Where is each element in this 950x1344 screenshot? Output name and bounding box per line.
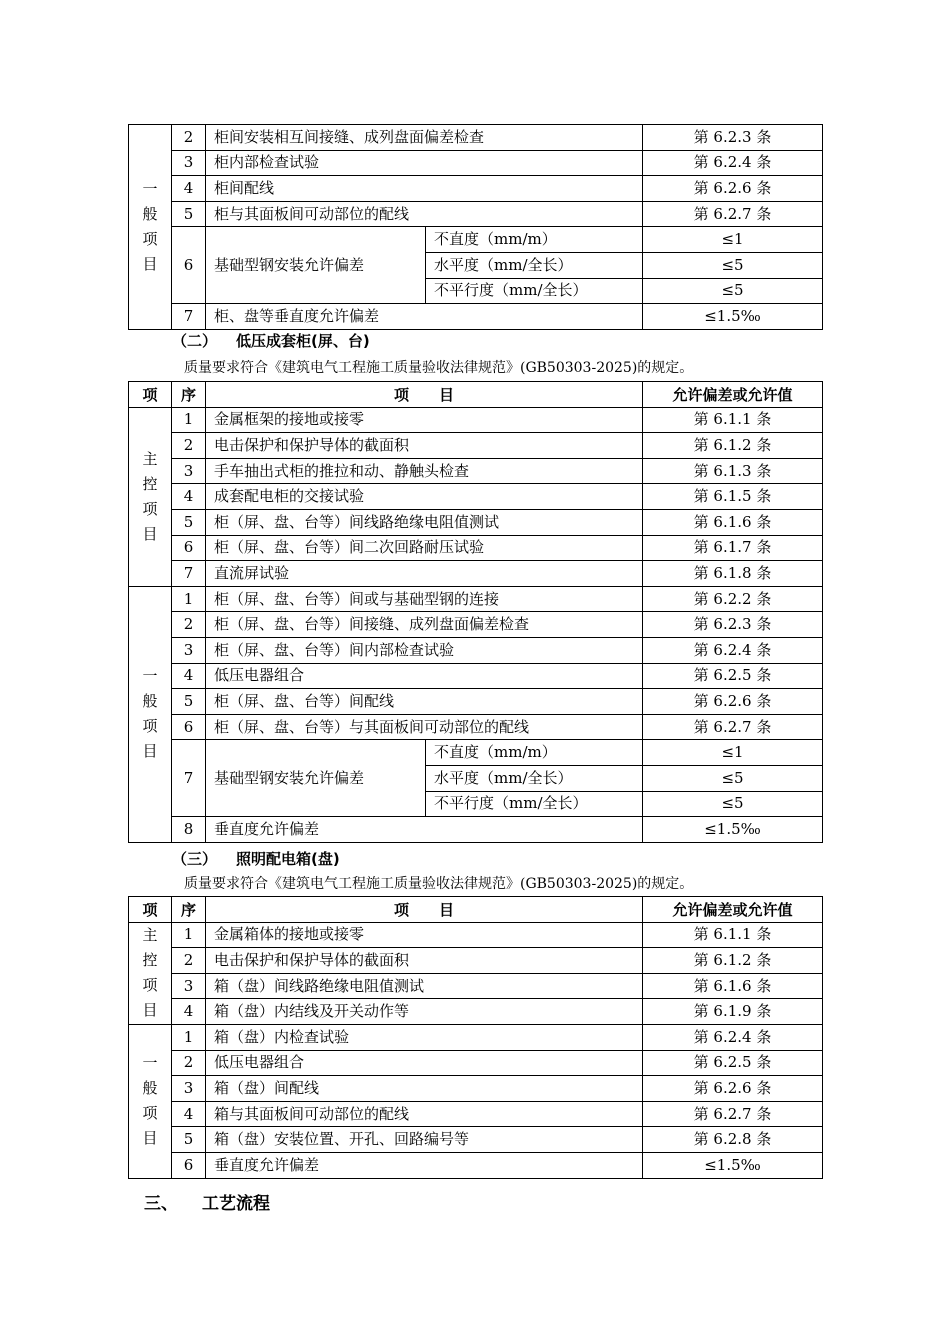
table-cell: 柜、盘等垂直度允许偏差: [206, 304, 643, 330]
table-cell: 7: [172, 740, 206, 817]
table-cell: 第 6.2.3 条: [643, 125, 823, 151]
table-cell: 柜（屏、盘、台等）间或与基础型钢的连接: [206, 586, 643, 612]
table-cell: 1: [172, 1024, 206, 1050]
table-row: [129, 125, 823, 151]
table-cell: 第 6.1.9 条: [643, 999, 823, 1025]
table-cell: 4: [172, 484, 206, 510]
table-row: [129, 1076, 823, 1102]
table-cell: 3: [172, 150, 206, 176]
group-label-char: 般: [142, 204, 158, 223]
table-row: [129, 948, 823, 974]
table-cell: 第 6.2.6 条: [643, 689, 823, 715]
table-cell: 3: [172, 637, 206, 663]
table-cell: 不平行度（mm/全长）: [426, 278, 643, 304]
table-cell: 箱与其面板间可动部位的配线: [206, 1101, 643, 1127]
table-row: [129, 637, 823, 663]
section-note: 质量要求符合《建筑电气工程施工质量验收法律规范》(GB50303-2025)的规定。: [184, 876, 694, 892]
table-cell: 第 6.1.3 条: [643, 458, 823, 484]
group-label-char: 控: [142, 951, 158, 970]
table-cell: 第 6.1.1 条: [643, 407, 823, 433]
chapter-number: 三、: [144, 1194, 178, 1214]
group-label-char: 般: [142, 1079, 158, 1098]
table-row: [129, 484, 823, 510]
table-row: [129, 304, 823, 330]
table-cell: 垂直度允许偏差: [206, 817, 643, 843]
table-lighting-distribution-box: [128, 896, 823, 1179]
table-row: [129, 1101, 823, 1127]
table-cell: 不直度（mm/m）: [426, 227, 643, 253]
table-row: [129, 586, 823, 612]
table-row: [129, 973, 823, 999]
table-cell: 4: [172, 663, 206, 689]
table-cell: 第 6.1.7 条: [643, 535, 823, 561]
table-cell: ≤1.5‰: [643, 304, 823, 330]
table-cell: 柜（屏、盘、台等）间线路绝缘电阻值测试: [206, 509, 643, 535]
table-row: [129, 1152, 823, 1178]
table-cell: ≤5: [643, 278, 823, 304]
table-row: [129, 433, 823, 459]
table-cell: 柜内部检查试验: [206, 150, 643, 176]
group-label-char: 项: [142, 1104, 158, 1123]
table-cell: 6: [172, 1152, 206, 1178]
table-row: [129, 201, 823, 227]
group-label-char: 目: [142, 524, 158, 543]
table-low-voltage-cabinet: [128, 381, 823, 843]
table-cell: 第 6.1.6 条: [643, 973, 823, 999]
table-cell: 箱（盘）内检查试验: [206, 1024, 643, 1050]
table-cell: 3: [172, 973, 206, 999]
table-row: [129, 458, 823, 484]
table-cell: 手车抽出式柜的推拉和动、静触头检查: [206, 458, 643, 484]
table-cell: 第 6.2.7 条: [643, 201, 823, 227]
table-cell: 柜（屏、盘、台等）间二次回路耐压试验: [206, 535, 643, 561]
table-row: [129, 922, 823, 948]
table-header-row: [129, 897, 823, 923]
table-row: [129, 150, 823, 176]
table-cell: 金属箱体的接地或接零: [206, 922, 643, 948]
table-cell: 2: [172, 612, 206, 638]
table-row: [129, 612, 823, 638]
table-cell: 金属框架的接地或接零: [206, 407, 643, 433]
section-title: 低压成套柜(屏、台): [236, 332, 370, 350]
table-cabinet-continuation: [128, 124, 823, 330]
table-cell: 8: [172, 817, 206, 843]
section-note: 质量要求符合《建筑电气工程施工质量验收法律规范》(GB50303-2025)的规定。: [184, 360, 694, 376]
table-cell: 第 6.1.2 条: [643, 433, 823, 459]
table-cell: 1: [172, 922, 206, 948]
section-number: （三）: [172, 850, 218, 868]
table-row: [129, 535, 823, 561]
table-cell: 1: [172, 407, 206, 433]
table-cell: ≤1.5‰: [643, 1152, 823, 1178]
table-cell: 基础型钢安装允许偏差: [206, 740, 426, 817]
table-row: [129, 407, 823, 433]
chapter-title: 工艺流程: [202, 1194, 270, 1214]
table-cell: 柜（屏、盘、台等）与其面板间可动部位的配线: [206, 714, 643, 740]
table-cell: 第 6.2.6 条: [643, 176, 823, 202]
table-cell: 5: [172, 1127, 206, 1153]
table-cell: 不直度（mm/m）: [426, 740, 643, 766]
table-row: [129, 1050, 823, 1076]
table-cell: 垂直度允许偏差: [206, 1152, 643, 1178]
group-label-char: 主: [142, 926, 158, 945]
table-cell: 低压电器组合: [206, 663, 643, 689]
column-header: 项: [129, 382, 172, 408]
group-label-char: 目: [142, 742, 158, 761]
column-header: 序: [172, 897, 206, 923]
table-cell: 低压电器组合: [206, 1050, 643, 1076]
table-cell: 箱（盘）间配线: [206, 1076, 643, 1102]
table-cell: 第 6.2.4 条: [643, 1024, 823, 1050]
table-cell: 箱（盘）内结线及开关动作等: [206, 999, 643, 1025]
table-cell: 6: [172, 227, 206, 304]
table-cell: ≤5: [643, 252, 823, 278]
table-cell: 4: [172, 999, 206, 1025]
table-cell: ≤5: [643, 791, 823, 817]
table-cell: ≤1.5‰: [643, 817, 823, 843]
table-cell: 水平度（mm/全长）: [426, 765, 643, 791]
group-label-char: 一: [142, 179, 158, 198]
table-cell: 柜与其面板间可动部位的配线: [206, 201, 643, 227]
column-header: 项 目: [206, 382, 643, 408]
table-cell: 柜（屏、盘、台等）间配线: [206, 689, 643, 715]
column-header: 项 目: [206, 897, 643, 923]
table-cell: 箱（盘）间线路绝缘电阻值测试: [206, 973, 643, 999]
table-cell: 第 6.2.4 条: [643, 150, 823, 176]
table-row: [129, 817, 823, 843]
table-row: [129, 999, 823, 1025]
group-label-main: [129, 407, 172, 586]
table-cell: 第 6.2.6 条: [643, 1076, 823, 1102]
group-label-char: 项: [142, 499, 158, 518]
table-cell: 2: [172, 433, 206, 459]
table-cell: 柜（屏、盘、台等）间内部检查试验: [206, 637, 643, 663]
column-header: 允许偏差或允许值: [643, 897, 823, 923]
table-cell: 柜间配线: [206, 176, 643, 202]
table-cell: 2: [172, 125, 206, 151]
column-header: 允许偏差或允许值: [643, 382, 823, 408]
table-cell: 2: [172, 1050, 206, 1076]
table-cell: 第 6.2.5 条: [643, 1050, 823, 1076]
group-label-char: 目: [142, 1001, 158, 1020]
table-cell: 5: [172, 201, 206, 227]
table-header-row: [129, 382, 823, 408]
table-cell: 7: [172, 561, 206, 587]
table-cell: 柜（屏、盘、台等）间接缝、成列盘面偏差检查: [206, 612, 643, 638]
chapter-heading-process-flow: [144, 1189, 270, 1214]
table-cell: 3: [172, 458, 206, 484]
table-cell: 第 6.2.3 条: [643, 612, 823, 638]
table-cell: 水平度（mm/全长）: [426, 252, 643, 278]
table-cell: 2: [172, 948, 206, 974]
section-title: 照明配电箱(盘): [236, 850, 340, 868]
table-row: [129, 1127, 823, 1153]
table-row: [129, 740, 823, 766]
table-cell: 电击保护和保护导体的截面积: [206, 948, 643, 974]
table-row: [129, 227, 823, 253]
table-cell: 第 6.2.4 条: [643, 637, 823, 663]
group-label-char: 控: [142, 474, 158, 493]
table-cell: 成套配电柜的交接试验: [206, 484, 643, 510]
table-cell: 4: [172, 1101, 206, 1127]
column-header: 序: [172, 382, 206, 408]
table-row: [129, 561, 823, 587]
table-cell: 第 6.2.2 条: [643, 586, 823, 612]
group-label-general: [129, 1024, 172, 1178]
table-cell: 第 6.1.6 条: [643, 509, 823, 535]
table-cell: 基础型钢安装允许偏差: [206, 227, 426, 304]
table-cell: 7: [172, 304, 206, 330]
group-label-main: [129, 922, 172, 1024]
table-cell: 5: [172, 689, 206, 715]
table-cell: ≤1: [643, 227, 823, 253]
table-cell: 5: [172, 509, 206, 535]
table-row: [129, 1024, 823, 1050]
group-label-char: 项: [142, 229, 158, 248]
section-heading-lighting-box: [172, 848, 340, 869]
table-cell: 第 6.2.8 条: [643, 1127, 823, 1153]
group-label-char: 项: [142, 717, 158, 736]
table-cell: 不平行度（mm/全长）: [426, 791, 643, 817]
group-label-char: 一: [142, 1054, 158, 1073]
table-cell: 箱（盘）安装位置、开孔、回路编号等: [206, 1127, 643, 1153]
table-cell: 第 6.2.7 条: [643, 714, 823, 740]
table-cell: 直流屏试验: [206, 561, 643, 587]
table-row: [129, 663, 823, 689]
table-row: [129, 689, 823, 715]
section-number: （二）: [172, 332, 218, 350]
table-cell: 第 6.1.1 条: [643, 922, 823, 948]
table-cell: 6: [172, 535, 206, 561]
group-label-char: 般: [142, 692, 158, 711]
table-cell: 柜间安装相互间接缝、成列盘面偏差检查: [206, 125, 643, 151]
group-label-char: 目: [142, 1129, 158, 1148]
group-label-char: 项: [142, 976, 158, 995]
table-row: [129, 176, 823, 202]
table-cell: 第 6.1.8 条: [643, 561, 823, 587]
group-label-general: [129, 586, 172, 842]
table-cell: ≤1: [643, 740, 823, 766]
column-header: 项: [129, 897, 172, 923]
table-row: [129, 714, 823, 740]
table-cell: 4: [172, 176, 206, 202]
table-cell: 第 6.2.5 条: [643, 663, 823, 689]
table-cell: 第 6.1.5 条: [643, 484, 823, 510]
group-label-char: 主: [142, 449, 158, 468]
table-cell: ≤5: [643, 765, 823, 791]
table-cell: 3: [172, 1076, 206, 1102]
table-cell: 6: [172, 714, 206, 740]
table-cell: 第 6.2.7 条: [643, 1101, 823, 1127]
section-heading-low-voltage: [172, 330, 370, 351]
table-cell: 1: [172, 586, 206, 612]
table-row: [129, 509, 823, 535]
group-label-char: 目: [142, 254, 158, 273]
table-cell: 电击保护和保护导体的截面积: [206, 433, 643, 459]
table-cell: 第 6.1.2 条: [643, 948, 823, 974]
group-label-char: 一: [142, 667, 158, 686]
group-label-general: [129, 125, 172, 330]
